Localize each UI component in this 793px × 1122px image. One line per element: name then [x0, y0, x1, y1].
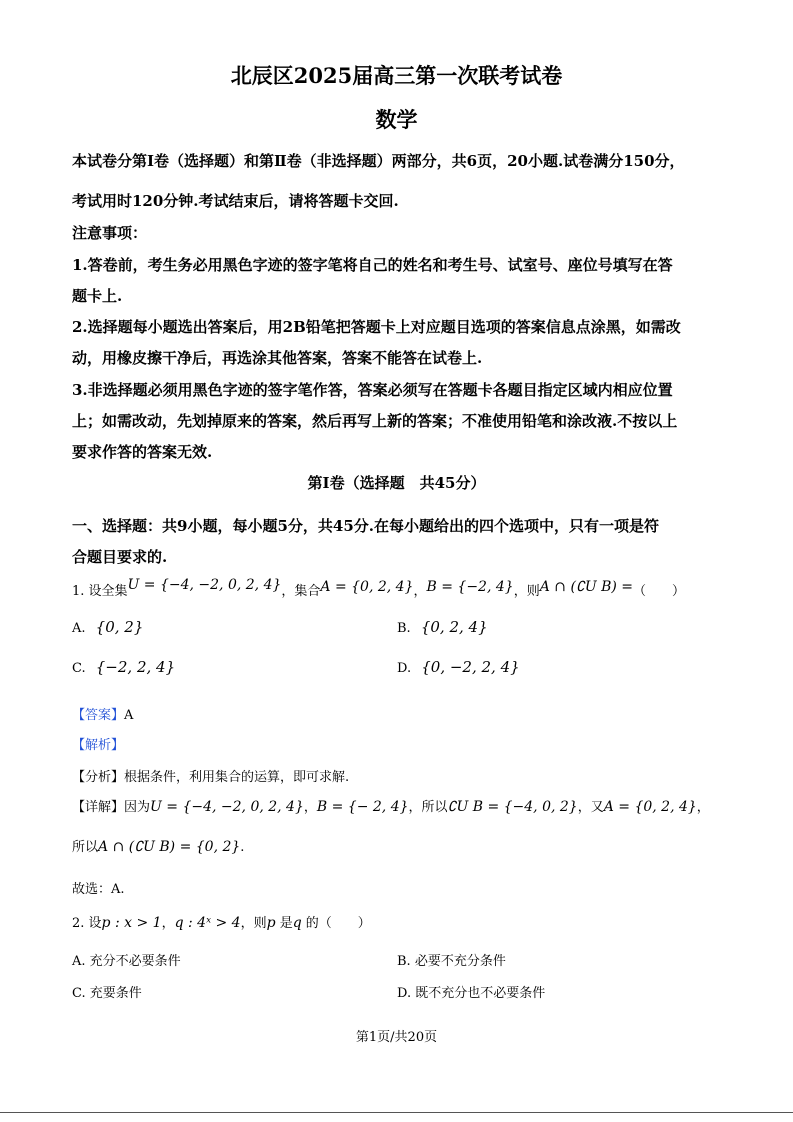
notice-heading: 注意事项：	[72, 224, 148, 242]
answer-value: A	[124, 708, 134, 723]
math-result: A ∩ (∁U B) = {0, 2}	[98, 839, 241, 855]
paper-title: 北辰区2025届高三第一次联考试卷	[230, 63, 563, 88]
text: ，所以	[408, 800, 448, 815]
math-set-b: B = {− 2, 4}	[316, 799, 409, 815]
subject-title: 数学	[375, 107, 418, 132]
math-set-a: A = {0, 2, 4}	[603, 799, 697, 815]
q2-condition-p: p : x > 1	[101, 915, 162, 931]
q2-var-q: q	[292, 915, 302, 931]
section-title: 第Ⅰ卷（选择题 共45分）	[307, 474, 486, 492]
text: ，又	[577, 800, 604, 815]
text: ，则	[240, 916, 267, 931]
q1-text: ，则	[513, 584, 540, 599]
text: 的（ ）	[301, 916, 371, 931]
text: 因为	[124, 800, 151, 815]
page-bottom-divider	[0, 1112, 793, 1113]
option-label: B.	[397, 621, 411, 636]
question-2	[72, 912, 371, 931]
intro-line-1: 本试卷分第Ⅰ卷（选择题）和第Ⅱ卷（非选择题）两部分，共6页，20小题.试卷满分150分，	[72, 152, 685, 170]
page-footer: 第1页/共20页	[355, 1030, 438, 1045]
notice-line: 题卡上.	[72, 287, 123, 305]
q1-fenxi	[72, 766, 349, 785]
q1-set-b: B = {−2, 4}	[426, 579, 514, 595]
q1-expression: A ∩ (∁U B) =	[539, 579, 633, 595]
q1-set-u: U = {−4, −2, 0, 2, 4}	[127, 577, 282, 593]
q2-var-p: p	[266, 915, 276, 931]
q1-prefix: 1. 设全集	[72, 584, 128, 599]
option-value: {0, 2}	[95, 618, 144, 636]
q1-solution-line	[72, 836, 244, 855]
q2-prefix: 2. 设	[72, 916, 102, 931]
q1-option-d	[397, 658, 520, 676]
q1-comma: ，	[413, 584, 427, 599]
q1-answer	[72, 704, 133, 723]
text: 所以	[72, 840, 99, 855]
q1-option-c	[72, 658, 175, 676]
q2-option-a: A. 充分不必要条件	[72, 954, 181, 969]
q2-condition-q: q : 4ˣ > 4	[174, 915, 241, 931]
notice-line: 2.选择题每小题选出答案后，用2B铅笔把答题卡上对应题目选项的答案信息点涂黑，如需改	[72, 318, 681, 336]
notice-line: 3.非选择题必须用黑色字迹的签字笔作答，答案必须写在答题卡各题目指定区域内相应位置	[72, 381, 673, 399]
question-1	[72, 577, 686, 599]
option-label: C.	[72, 661, 86, 676]
q1-option-a	[72, 618, 143, 636]
text: .	[240, 840, 245, 855]
q1-choose: 故选：A.	[72, 882, 125, 897]
notice-line: 上；如需改动，先划掉原来的答案，然后再写上新的答案；不准使用铅笔和涂改液.不按以上	[72, 412, 678, 430]
math-set-u: U = {−4, −2, 0, 2, 4}	[150, 799, 304, 815]
part1-instruction-2: 合题目要求的.	[72, 548, 168, 566]
analysis-tag: 【解析】	[72, 738, 125, 753]
q2-option-c: C. 充要条件	[72, 986, 142, 1001]
option-label: D.	[397, 661, 412, 676]
q2-option-d: D. 既不充分也不必要条件	[397, 986, 546, 1001]
notice-line: 动，用橡皮擦干净后，再选涂其他答案，答案不能答在试卷上.	[72, 349, 483, 367]
q1-paren: （ ）	[633, 584, 686, 599]
notice-line: 要求作答的答案无效.	[72, 443, 213, 461]
part1-instruction-1: 一、选择题：共9小题，每小题5分，共45分.在每小题给出的四个选项中，只有一项是符	[72, 517, 659, 535]
notice-line: 1.答卷前，考生务必用黑色字迹的签字笔将自己的姓名和考生号、试室号、座位号填写在答	[72, 256, 673, 274]
text: 是	[275, 916, 293, 931]
math-complement-b: ∁U B = {−4, 0, 2}	[447, 799, 578, 815]
answer-tag: 【答案】	[72, 708, 125, 723]
text: ，	[161, 916, 175, 931]
option-value: {0, −2, 2, 4}	[421, 658, 520, 676]
q1-xiangjie	[72, 796, 710, 815]
fenxi-tag: 【分析】	[72, 770, 125, 785]
option-label: A.	[72, 621, 86, 636]
fenxi-text: 根据条件，利用集合的运算，即可求解.	[124, 770, 350, 785]
option-value: {0, 2, 4}	[420, 618, 488, 636]
text: ，	[696, 800, 710, 815]
text: ，	[303, 800, 317, 815]
intro-line-2: 考试用时120分钟.考试结束后，请将答题卡交回.	[72, 192, 399, 210]
q1-set-a: A = {0, 2, 4}	[320, 579, 414, 595]
q1-option-b	[397, 618, 488, 636]
q2-option-b: B. 必要不充分条件	[397, 954, 506, 969]
option-value: {−2, 2, 4}	[95, 658, 176, 676]
xiangjie-tag: 【详解】	[72, 800, 125, 815]
q1-text: ，集合	[281, 584, 321, 599]
